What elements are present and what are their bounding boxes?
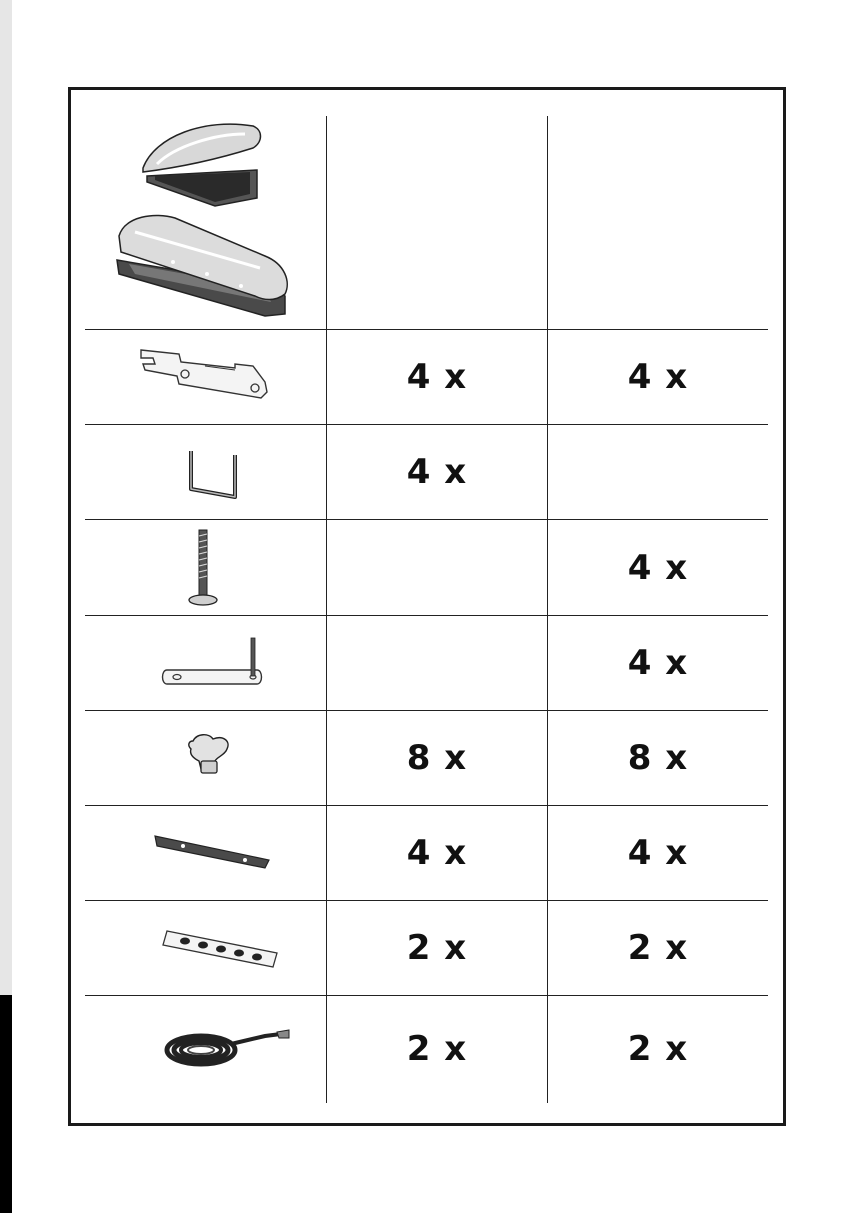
quantity-cell-model-2 bbox=[548, 520, 768, 615]
quantity-cell-model-1 bbox=[327, 996, 547, 1102]
quantity-cell-model-1 bbox=[327, 116, 547, 329]
mounting-bracket-icon bbox=[85, 330, 326, 424]
quantity-label: 4 x bbox=[406, 357, 468, 397]
part-image-cell bbox=[85, 806, 326, 900]
quantity-label: 4 x bbox=[406, 833, 468, 873]
quantity-cell-model-2 bbox=[548, 425, 768, 519]
part-image-cell bbox=[85, 116, 326, 329]
table-row bbox=[85, 711, 768, 805]
quantity-cell-model-2 bbox=[548, 616, 768, 710]
table-row bbox=[85, 330, 768, 424]
quantity-label: 8 x bbox=[627, 738, 689, 778]
quantity-cell-model-1 bbox=[327, 330, 547, 424]
quantity-cell-model-1 bbox=[327, 616, 547, 710]
quantity-label: 4 x bbox=[627, 643, 689, 683]
quantity-label: 2 x bbox=[627, 928, 689, 968]
star-knob-icon bbox=[85, 711, 326, 805]
strap-coil-icon bbox=[85, 996, 326, 1102]
quantity-cell-model-2 bbox=[548, 116, 768, 329]
table-row bbox=[85, 806, 768, 900]
quantity-cell-model-2 bbox=[548, 996, 768, 1102]
quantity-label: 8 x bbox=[406, 738, 468, 778]
u-bolt-icon bbox=[85, 425, 326, 519]
roof-box-icon bbox=[85, 116, 326, 329]
table-row bbox=[85, 425, 768, 519]
part-image-cell bbox=[85, 711, 326, 805]
table-row bbox=[85, 520, 768, 615]
quantity-label: 2 x bbox=[406, 928, 468, 968]
long-bolt-icon bbox=[85, 520, 326, 615]
quantity-cell-model-2 bbox=[548, 806, 768, 900]
table-row bbox=[85, 996, 768, 1102]
bolt-plate-icon bbox=[85, 616, 326, 710]
page-edge-tab bbox=[0, 995, 12, 1213]
quantity-label: 4 x bbox=[627, 357, 689, 397]
quantity-cell-model-2 bbox=[548, 711, 768, 805]
quantity-label: 4 x bbox=[627, 547, 689, 588]
table-row bbox=[85, 116, 768, 329]
quantity-cell-model-2 bbox=[548, 901, 768, 995]
part-image-cell bbox=[85, 330, 326, 424]
quantity-cell-model-1 bbox=[327, 520, 547, 615]
flat-plate-icon bbox=[85, 806, 326, 900]
part-image-cell bbox=[85, 901, 326, 995]
quantity-cell-model-1 bbox=[327, 711, 547, 805]
page-edge bbox=[0, 0, 12, 995]
quantity-cell-model-2 bbox=[548, 330, 768, 424]
part-image-cell bbox=[85, 520, 326, 615]
quantity-cell-model-1 bbox=[327, 425, 547, 519]
quantity-label: 2 x bbox=[406, 1029, 468, 1069]
quantity-label: 2 x bbox=[627, 1029, 689, 1069]
quantity-label: 4 x bbox=[627, 833, 689, 873]
quantity-cell-model-1 bbox=[327, 901, 547, 995]
table-row bbox=[85, 901, 768, 995]
part-image-cell bbox=[85, 425, 326, 519]
quantity-label: 4 x bbox=[406, 452, 468, 492]
part-image-cell bbox=[85, 996, 326, 1102]
sticker-strip-icon bbox=[85, 901, 326, 995]
quantity-cell-model-1 bbox=[327, 806, 547, 900]
part-image-cell bbox=[85, 616, 326, 710]
table-row bbox=[85, 616, 768, 710]
